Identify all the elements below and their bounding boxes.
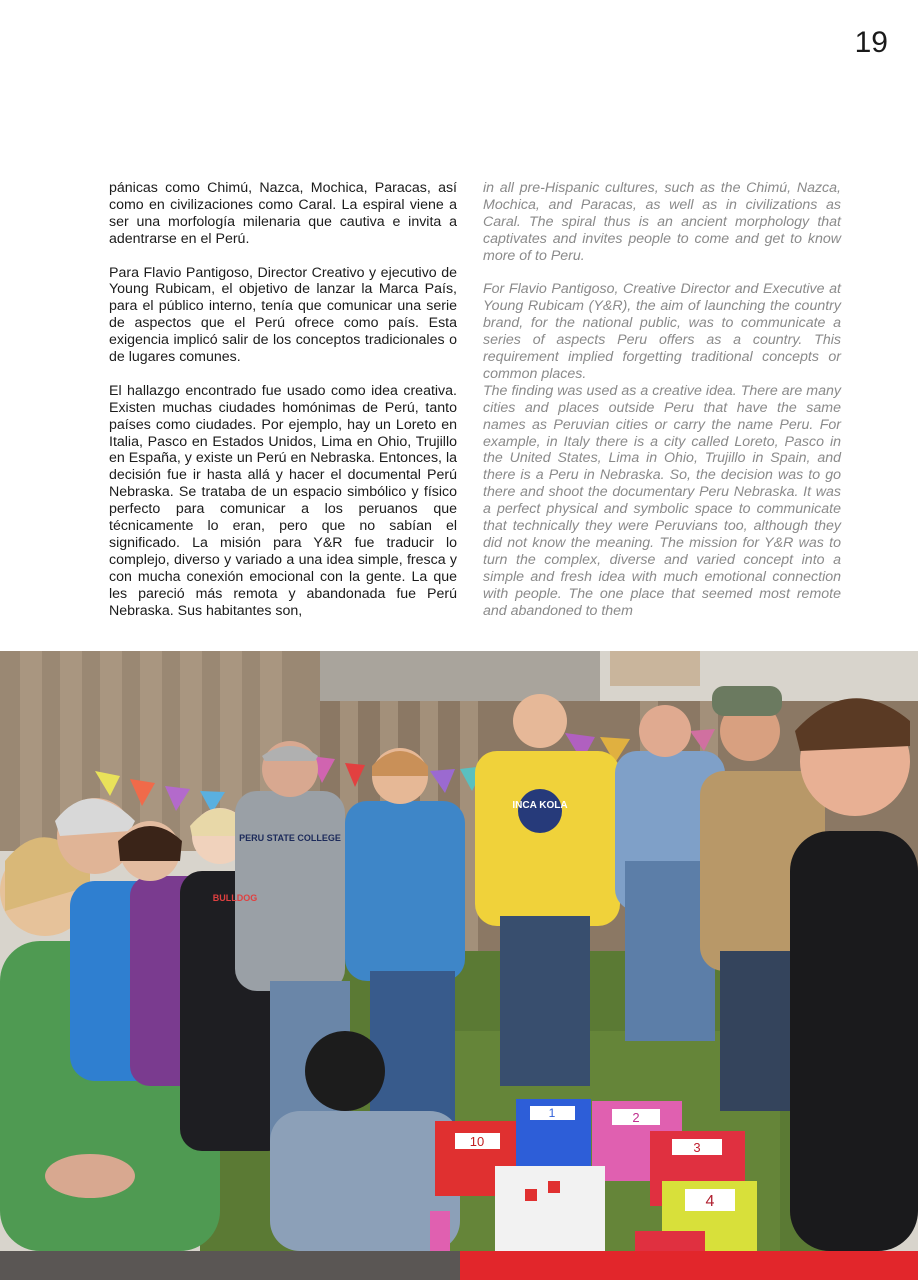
background-house	[610, 651, 700, 686]
box-number: 3	[693, 1140, 701, 1155]
box-number: 4	[705, 1193, 715, 1210]
english-paragraph: The finding was used as a creative idea. There are many cities and places outside Peru that have the same names as Peruvian cities or carry the name Peru. For example, in Italy there is a city called Loreto, Pasco in the United States, Lima in Ohio, Trujillo in Spain, and there is a Peru in Nebraska. So, the decision was to go there and shoot the documentary Peru Nebraska. It was a perfect physical and symbolic space to communicate that technically they were Peruvians too, although they did not know the meaning. The mission for Y&R was to turn the complex, diverse and varied concept into a simple and fresh idea with much emotional connection with people. The one place that seemed most remote and abandoned to them	[483, 382, 841, 619]
english-text-column	[483, 180, 841, 636]
box-number: 1	[548, 1106, 556, 1120]
spanish-paragraph: pánicas como Chimú, Nazca, Mochica, Paracas, así como en civilizaciones como Caral. La espiral viene a ser una morfología milenaria que cautiva e invita a adentrarse en el Perú.	[109, 180, 457, 247]
english-paragraph: For Flavio Pantigoso, Creative Director and Executive at Young Rubicam (Y&R), the aim of launching the country brand, for the national public, was to communicate a series of aspects Peru offers as a country. This requirement implied forgetting traditional concepts or common places.	[483, 281, 841, 382]
person-black-jacket	[790, 698, 918, 1251]
box-pink-small	[430, 1211, 450, 1251]
box-red-front	[635, 1231, 705, 1251]
group-photo	[0, 651, 918, 1251]
box-number: 10	[469, 1134, 485, 1149]
page-number: 19	[854, 26, 888, 59]
footer-bar-gray	[0, 1251, 460, 1280]
spanish-paragraph: El hallazgo encontrado fue usado como idea creativa. Existen muchas ciudades homónimas de Perú, tanto países como ciudades. Por ejemplo, hay un Loreto en Italia, Pasco en Estados Unidos, Lima en Ohio, Trujillo en España, y existe un Perú en Nebraska. Entonces, la decisión fue ir hasta allá y hacer el documental Perú Nebraska. Se trataba de un espacio simbólico y físico perfecto para comunicar a los peruanos que técnicamente lo eran, pero que no sabían el significado. La misión para Y&R fue traducir lo complejo, diverso y variado a una idea simple, fresca y con mucha conexión emocional con la gente. La que les pareció más remota y abandonada fue Perú Nebraska. Sus habitantes son,	[109, 382, 457, 619]
box-number: 2	[632, 1110, 640, 1125]
spanish-paragraph: Para Flavio Pantigoso, Director Creativo y ejecutivo de Young Rubicam, el objetivo de lanzar la Marca País, para el público interno, tenía que comunicar una serie de aspectos que el Perú ofrece como país. Esta exigencia implicó salir de los conceptos tradicionales o de lugares comunes.	[109, 264, 457, 366]
peru-state-shirt-text: PERU STATE COLLEGE	[239, 833, 341, 843]
english-paragraph: in all pre-Hispanic cultures, such as the Chimú, Nazca, Mochica, and Paracas, as well as in civilizations as Caral. The spiral thus is an ancient morphology that captivates and invites people to come and get to know more of to Peru.	[483, 180, 841, 264]
inca-kola-logo-text: INCA KOLA	[512, 800, 568, 811]
spanish-text-column	[109, 180, 457, 636]
hand-foreground	[45, 1154, 135, 1198]
box-white	[495, 1166, 605, 1251]
bulldog-shirt-text: BULLDOG	[212, 893, 258, 903]
footer-bar-red	[460, 1251, 918, 1280]
